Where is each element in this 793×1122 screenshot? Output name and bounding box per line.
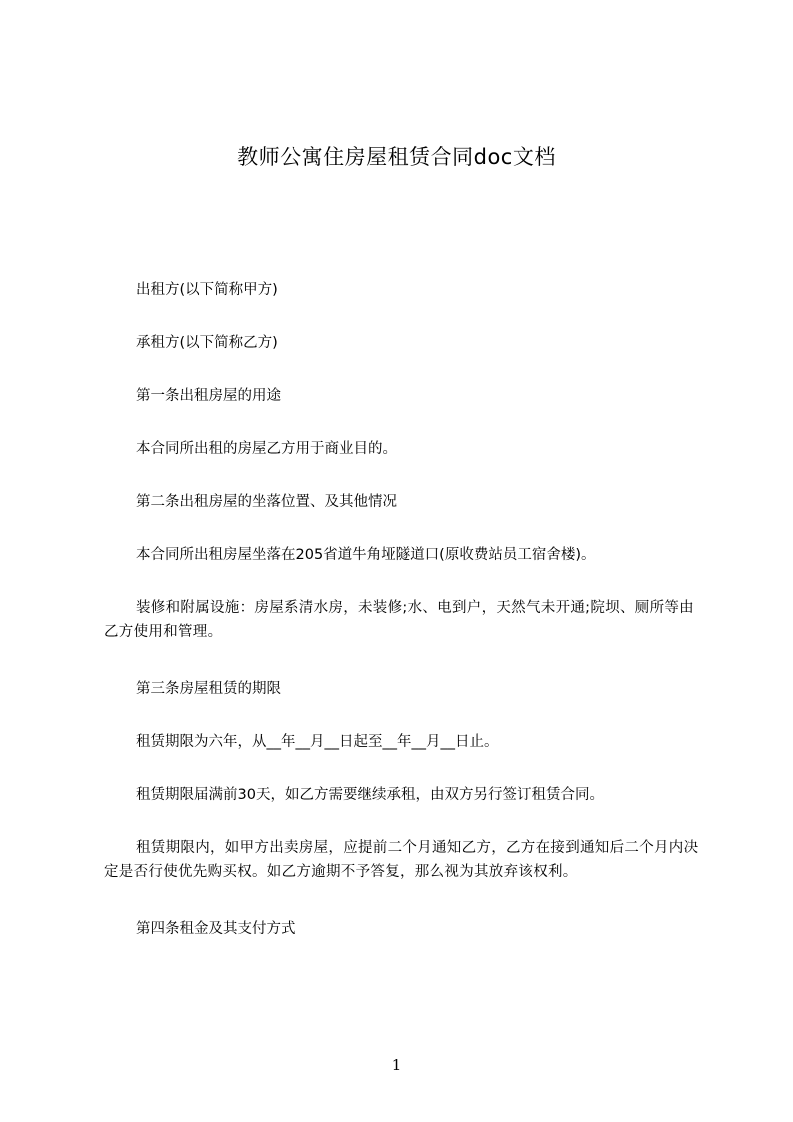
document-title: 教师公寓住房屋租赁合同doc文档 <box>237 145 556 169</box>
article-2-heading: 第二条出租房屋的坐落位置、及其他情况 <box>136 494 397 510</box>
article-2-facilities: 装修和附属设施：房屋系清水房，未装修;水、电到户，天然气未开通;院坝、厕所等由乙方使用和管理。 <box>104 600 694 640</box>
paragraph-lessee: 承租方(以下简称乙方) <box>136 335 278 351</box>
article-2-location: 本合同所出租房屋坐落在205省道牛角垭隧道口(原收费站员工宿舍楼)。 <box>136 547 596 563</box>
article-4-heading: 第四条租金及其支付方式 <box>136 921 296 937</box>
article-1-text: 本合同所出租的房屋乙方用于商业目的。 <box>136 441 397 457</box>
article-3-renewal: 租赁期限届满前30天，如乙方需要继续承租，由双方另行签订租赁合同。 <box>136 787 604 803</box>
article-3-heading: 第三条房屋租赁的期限 <box>136 681 281 697</box>
article-1-heading: 第一条出租房屋的用途 <box>136 388 281 404</box>
paragraph-lessor: 出租方(以下简称甲方) <box>136 282 278 298</box>
page-number: 1 <box>391 1056 402 1074</box>
article-3-term: 租赁期限为六年，从__年__月__日起至__年__月__日止。 <box>136 734 499 750</box>
article-3-priority: 租赁期限内，如甲方出卖房屋，应提前二个月通知乙方，乙方在接到通知后二个月内决定是否行使优先购买权。如乙方逾期不予答复，那么视为其放弃该权利。 <box>104 840 699 880</box>
